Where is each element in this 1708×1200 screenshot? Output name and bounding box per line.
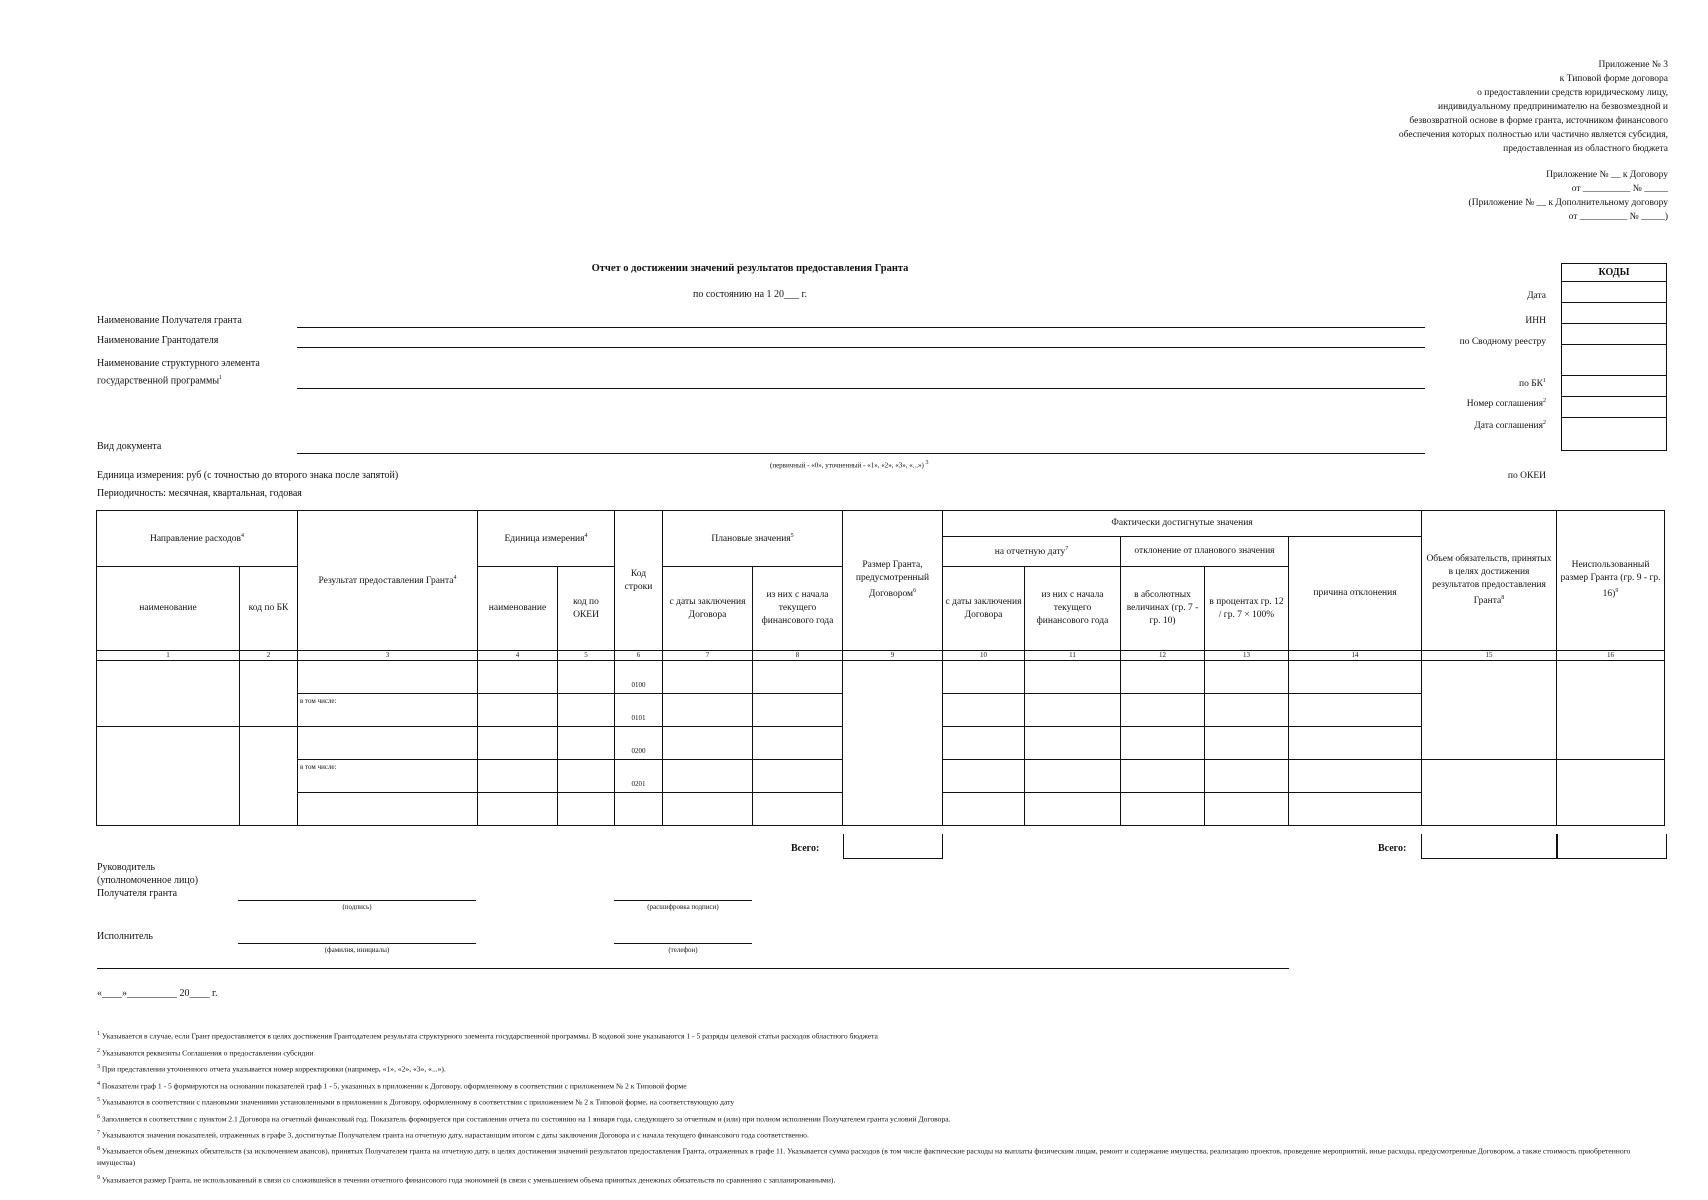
col-num: 8	[753, 651, 843, 661]
code-label-registry: по Сводному реестру	[1459, 337, 1546, 347]
cell-okei[interactable]	[558, 694, 615, 727]
cell-value[interactable]	[1121, 694, 1205, 727]
code-label-agreement-date: Дата соглашения$^2$	[1474, 420, 1546, 432]
report-title: Отчет о достижении значений результатов предоставления Гранта	[591, 263, 909, 274]
cell-value[interactable]	[943, 760, 1025, 793]
cell-value[interactable]	[943, 793, 1025, 826]
subheader-pct: в процентах гр. 12 / гр. 7 × 100%	[1205, 567, 1289, 651]
subheader-code-bk: код по БК	[240, 567, 298, 651]
table-row	[97, 661, 1665, 694]
cell-obligations[interactable]	[1422, 661, 1557, 760]
header-row-code: Код строки	[615, 511, 663, 651]
report-date-line: «____»__________ 20____ г.	[97, 988, 218, 999]
footnote: $^6$ Заполняется в соответствии с пунктом 2.1 Договора на отчетный финансовый год. Показатель формируется при составлении отчета по состоянию на 1 января года, следующего за отчетным и (или) при полном исполнении Получателем гранта условий Договора.	[97, 1113, 951, 1124]
cell-value[interactable]	[1025, 760, 1121, 793]
grantor-field[interactable]	[297, 347, 1425, 348]
cell-value[interactable]	[753, 661, 843, 694]
cell-unit-name[interactable]	[478, 793, 558, 826]
footnote: $^3$ При представлении уточненного отчета указывается номер корректировки (например, «1», «2», «3», «...»).	[97, 1064, 446, 1074]
code-label-agreement-number: Номер соглашения$^2$	[1466, 398, 1546, 410]
label-grantor: Наименование Грантодателя	[97, 335, 219, 346]
total-grant-cell[interactable]	[843, 834, 943, 859]
contract-line: (Приложение № __ к Дополнительному договору	[1468, 198, 1668, 208]
total-label-obligations: Всего:	[1378, 843, 1407, 854]
col-num: 9	[843, 651, 943, 661]
cell-value[interactable]	[1205, 793, 1289, 826]
col-num: 3	[298, 651, 478, 661]
head-line: Руководитель	[97, 862, 156, 873]
executor-name-line[interactable]	[238, 943, 476, 944]
subheader-plan-year: из них с начала текущего финансового года	[753, 567, 843, 651]
struct-element-field[interactable]	[297, 388, 1425, 389]
col-num: 1	[97, 651, 240, 661]
report-table	[96, 510, 1665, 826]
cell-value[interactable]	[1205, 661, 1289, 694]
doc-type-field[interactable]	[297, 453, 1425, 454]
contract-line: от __________ № _____)	[1568, 212, 1668, 222]
footnote: $^8$ Указывается объем денежных обязательств (за исключением авансов), принятых Получателем гранта на отчетную дату, в целях достижения значений результатов предоставления Гранта, отраженных в графе 11. Указывается сумма расходов (в том числе фактические расходы на выплаты физическим лицам, ремонт и содержание имущества, реализацию проектов, проведение мероприятий, иные расходы, предусмотренные Договором, а также стоимость приобретенного имущества)	[97, 1145, 1631, 1168]
total-label-grant: Всего:	[791, 843, 820, 854]
col-num: 10	[943, 651, 1025, 661]
signature-head-label	[97, 861, 198, 900]
codes-header: КОДЫ	[1562, 264, 1666, 282]
cell-unused[interactable]	[1557, 760, 1665, 826]
subheader-fact-year: из них с начала текущего финансового года	[1025, 567, 1121, 651]
annex-line: обеспечения которых полностью или частично является субсидия,	[1398, 130, 1668, 140]
annex-line: индивидуальному предпринимателю на безвозмездной и	[1437, 102, 1668, 112]
codes-box	[1561, 263, 1667, 451]
cell-reason[interactable]	[1289, 661, 1422, 694]
subheader-abs: в абсолютных величинах (гр. 7 - гр. 10)	[1121, 567, 1205, 651]
header-report-date: на отчетную дату$^7$	[943, 537, 1121, 567]
cell-value[interactable]	[663, 793, 753, 826]
caption-executor-phone: (телефон)	[668, 946, 698, 954]
col-num: 5	[558, 651, 615, 661]
cell-value[interactable]	[943, 661, 1025, 694]
subheader-plan-from: с даты заключения Договора	[663, 567, 753, 651]
cell-value[interactable]	[943, 727, 1025, 760]
cell-value[interactable]	[753, 760, 843, 793]
subheader-name: наименование	[97, 567, 240, 651]
annex-line: безвозвратной основе в форме гранта, источником финансового	[1409, 116, 1668, 126]
column-numbers-row	[97, 651, 1665, 661]
cell-value[interactable]	[663, 694, 753, 727]
col-num: 13	[1205, 651, 1289, 661]
cell-okei[interactable]	[558, 661, 615, 694]
footnote: $^5$ Указываются в соответствии с плановыми значениями установленными в приложении к Договору, оформленному в соответствии с приложением № 2 к Типовой форме, на соответствующую дату	[97, 1097, 735, 1107]
annex-line: предоставленная из областного бюджета	[1503, 144, 1668, 154]
label-struct-element: Наименование структурного элемента	[97, 358, 260, 369]
cell-reason[interactable]	[1289, 760, 1422, 793]
code-label-date: Дата	[1527, 291, 1546, 301]
cell-value[interactable]	[1025, 661, 1121, 694]
cell-reason[interactable]	[1289, 793, 1422, 826]
cell-value[interactable]	[753, 694, 843, 727]
footnote: $^1$ Указывается в случае, если Грант предоставляется в целях достижения Грантодателем результата структурного элемента государственной программы. В кодовой зоне указываются 1 - 5 разряды целевой статьи расходов областного бюджета	[97, 1031, 878, 1041]
cell-row-code: 0200	[615, 727, 663, 760]
cell-value[interactable]	[1121, 727, 1205, 760]
cell-value[interactable]	[943, 694, 1025, 727]
header-grant-size: Размер Гранта, предусмотренный Договором$^6$	[843, 511, 943, 651]
cell-code-bk[interactable]	[240, 661, 298, 727]
cell-value[interactable]	[1025, 727, 1121, 760]
code-cell-bk[interactable]	[1562, 345, 1666, 376]
code-label-okei: по ОКЕИ	[1507, 471, 1546, 481]
header-deviation: отклонение от планового значения	[1121, 537, 1289, 567]
label-state-program: государственной программы$^1$	[97, 375, 223, 387]
report-as-of-date: по состоянию на 1 20___ г.	[692, 289, 808, 300]
cell-reason[interactable]	[1289, 694, 1422, 727]
cell-row-code: 0201	[615, 760, 663, 793]
col-num: 14	[1289, 651, 1422, 661]
caption-signature-decode: (расшифровка подписи)	[647, 903, 719, 911]
header-plan: Плановые значения$^5$	[663, 511, 843, 567]
header-direction: Направление расходов$^4$	[97, 511, 298, 567]
caption-signature: (подпись)	[342, 903, 372, 911]
cell-unused[interactable]	[1557, 661, 1665, 760]
cell-value[interactable]	[663, 727, 753, 760]
cell-direction-name[interactable]	[97, 727, 240, 826]
cell-unit-name[interactable]	[478, 661, 558, 694]
cell-okei[interactable]	[558, 793, 615, 826]
footnote: $^2$ Указываются реквизиты Соглашения о предоставлении субсидии	[97, 1047, 314, 1058]
col-num: 11	[1025, 651, 1121, 661]
annex-heading	[1248, 58, 1668, 156]
total-unused-cell[interactable]	[1557, 834, 1667, 859]
label-periodicity: Периодичность: месячная, квартальная, годовая	[97, 488, 302, 499]
code-cell-agreement-date[interactable]	[1562, 397, 1666, 418]
signature-line[interactable]	[238, 900, 476, 901]
cell-result[interactable]	[298, 727, 478, 760]
col-num: 4	[478, 651, 558, 661]
subheader-unit-name: наименование	[478, 567, 558, 651]
executor-phone-line[interactable]	[614, 943, 752, 944]
cell-result-incl: в том числе:	[298, 760, 478, 793]
signature-divider	[97, 968, 1289, 969]
col-num: 15	[1422, 651, 1557, 661]
cell-row-code: 0100	[615, 661, 663, 694]
cell-code-bk[interactable]	[240, 727, 298, 826]
cell-value[interactable]	[1121, 661, 1205, 694]
cell-okei[interactable]	[558, 727, 615, 760]
signature-decode-line[interactable]	[614, 900, 752, 901]
code-cell-inn[interactable]	[1562, 303, 1666, 324]
header-fact: Фактически достигнутые значения	[943, 511, 1422, 537]
cell-okei[interactable]	[558, 760, 615, 793]
cell-result-incl: в том числе:	[298, 694, 478, 727]
label-recipient: Наименование Получателя гранта	[97, 315, 242, 326]
executor-label: Исполнитель	[97, 931, 153, 942]
caption-executor-name: (фамилия, инициалы)	[324, 946, 390, 954]
cell-row-code: 0101	[615, 694, 663, 727]
code-cell-date[interactable]	[1562, 282, 1666, 303]
cell-result[interactable]	[298, 661, 478, 694]
cell-reason[interactable]	[1289, 727, 1422, 760]
annex-line: о предоставлении средств юридическому лицу,	[1477, 88, 1668, 98]
contract-line: Приложение № __ к Договору	[1546, 170, 1668, 180]
footnote: $^9$ Указывается размер Гранта, не использованный в связи со сложившейся в течении отчетного финансового года экономией (в связи с уменьшением объема принятых денежных обязательств по сравнению с запланированными).	[97, 1175, 836, 1185]
code-cell-okei[interactable]	[1562, 418, 1666, 450]
header-obligations: Объем обязательств, принятых в целях достижения результатов предоставления Гранта$^8$	[1422, 511, 1557, 651]
cell-value[interactable]	[1025, 793, 1121, 826]
col-num: 2	[240, 651, 298, 661]
cell-value[interactable]	[1025, 694, 1121, 727]
header-result: Результат предоставления Гранта$^4$	[298, 511, 478, 651]
contract-reference	[1368, 168, 1668, 224]
cell-value[interactable]	[1205, 727, 1289, 760]
cell-value[interactable]	[753, 727, 843, 760]
annex-line: к Типовой форме договора	[1559, 74, 1668, 84]
cell-direction-name[interactable]	[97, 661, 240, 727]
subheader-code-okei: код по ОКЕИ	[558, 567, 615, 651]
footnote: $^7$ Указываются значения показателей, отраженных в графе 3, достигнутые Получателем гранта на отчетную дату, нарастающим итогом с даты заключения Договора и с начала текущего финансового года соответственно.	[97, 1130, 809, 1140]
footnote: $^4$ Показатели граф 1 - 5 формируются на основании показателей граф 1 - 5, указанных в приложении к Договору, оформленному в соответствии с приложением № 2 к Типовой форме	[97, 1080, 687, 1091]
cell-row-code[interactable]	[615, 793, 663, 826]
annex-line: Приложение № 3	[1598, 60, 1668, 70]
cell-value[interactable]	[1205, 694, 1289, 727]
cell-value[interactable]	[753, 793, 843, 826]
cell-value[interactable]	[1121, 793, 1205, 826]
label-unit: Единица измерения: руб (с точностью до второго знака после запятой)	[97, 470, 399, 481]
cell-unit-name[interactable]	[478, 760, 558, 793]
footnotes	[97, 1027, 1657, 1188]
contract-line: от __________ № _____	[1571, 184, 1668, 194]
head-line: Получателя гранта	[97, 888, 178, 899]
label-doc-type: Вид документа	[97, 441, 162, 452]
cell-unit-name[interactable]	[478, 694, 558, 727]
col-num: 12	[1121, 651, 1205, 661]
cell-result[interactable]	[298, 793, 478, 826]
code-cell-agreement-number[interactable]	[1562, 376, 1666, 397]
header-unused: Неиспользованный размер Гранта (гр. 9 - гр. 16)$^9$	[1557, 511, 1665, 651]
code-label-inn: ИНН	[1525, 316, 1546, 326]
header-unit: Единица измерения$^4$	[478, 511, 615, 567]
cell-value[interactable]	[663, 760, 753, 793]
code-label-bk: по $БК^1$	[1518, 378, 1546, 390]
total-obligations-cell[interactable]	[1421, 834, 1557, 859]
cell-unit-name[interactable]	[478, 727, 558, 760]
recipient-field[interactable]	[297, 327, 1425, 328]
head-line: (уполномоченное лицо)	[97, 875, 199, 886]
col-num: 6	[615, 651, 663, 661]
doc-type-hint: (первичный - «0», уточненный - «1», «2», «3», «...») $^3$	[770, 460, 929, 470]
col-num: 16	[1557, 651, 1665, 661]
subheader-fact-from: с даты заключения Договора	[943, 567, 1025, 651]
cell-value[interactable]	[1205, 760, 1289, 793]
code-cell-registry[interactable]	[1562, 324, 1666, 345]
header-reason: причина отклонения	[1289, 537, 1422, 651]
cell-value[interactable]	[663, 661, 753, 694]
cell-grant-size[interactable]	[843, 661, 943, 826]
col-num: 7	[663, 651, 753, 661]
cell-value[interactable]	[1121, 760, 1205, 793]
cell-obligations[interactable]	[1422, 760, 1557, 826]
